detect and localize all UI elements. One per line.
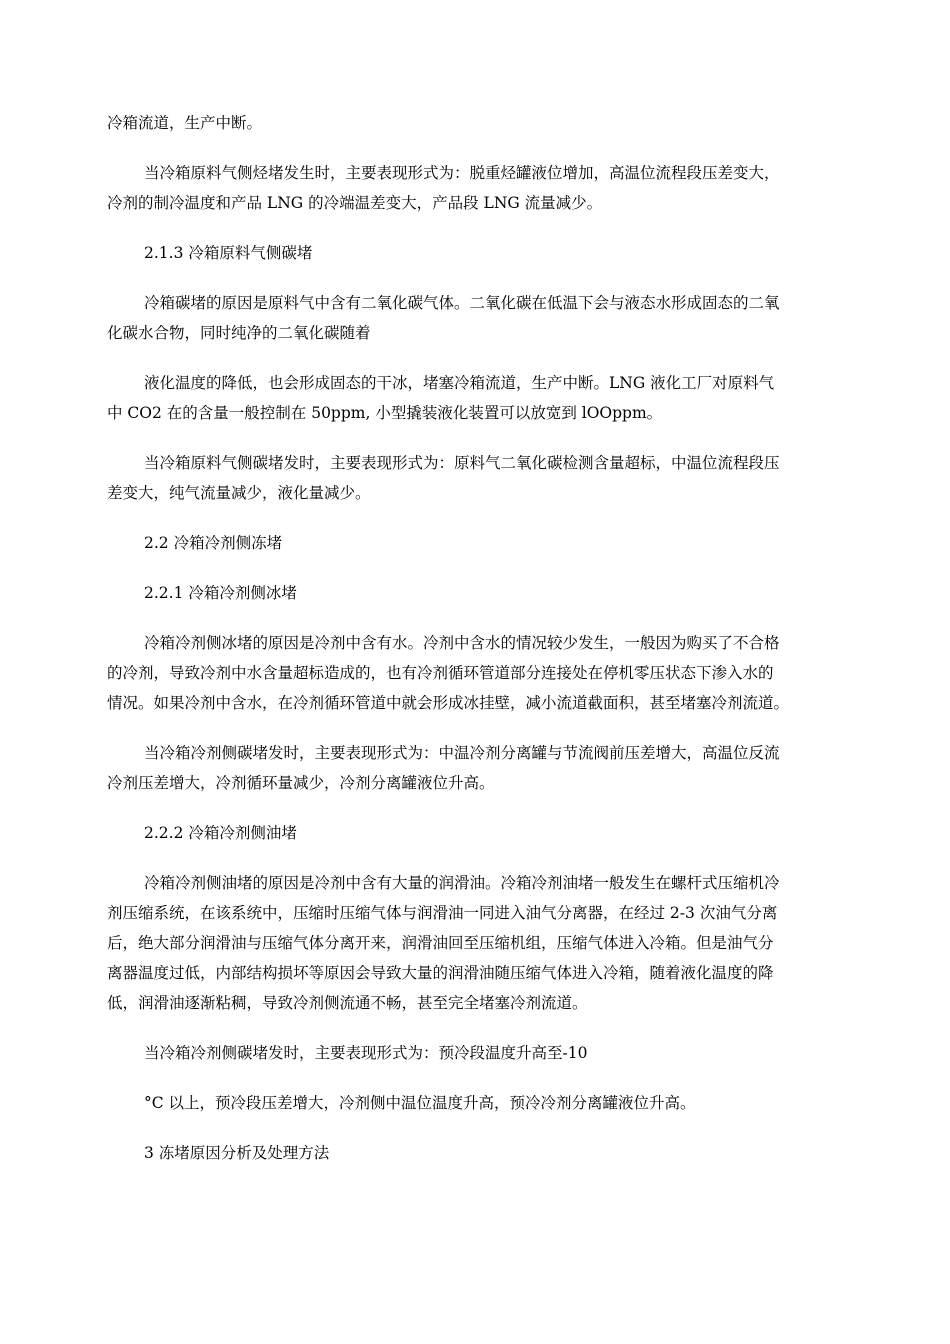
paragraph-ice-cause [107, 628, 850, 718]
paragraph-carbon-symptoms [107, 448, 850, 508]
paragraph-continuation [107, 108, 850, 138]
heading-text: 2.1.3 冷箱原料气侧碳堵 [144, 244, 313, 262]
text-line: 离器温度过低，内部结构损坏等原因会导致大量的润滑油随压缩气体进入冷箱，随着液化温度的降 [107, 964, 774, 982]
text-line: 冷箱冷剂侧冰堵的原因是冷剂中含有水。冷剂中含水的情况较少发生，一般因为购买了不合格 [144, 634, 780, 652]
text-line: 化碳水合物，同时纯净的二氧化碳随着 [107, 324, 371, 342]
section-heading-2-1-3 [107, 238, 850, 268]
text-line: 冷剂的制冷温度和产品 LNG 的冷端温差变大，产品段 LNG 流量减少。 [107, 194, 603, 212]
paragraph-ice-symptoms [107, 738, 850, 798]
paragraph-oil-cause [107, 868, 850, 1018]
text-line: 冷箱碳堵的原因是原料气中含有二氧化碳气体。二氧化碳在低温下会与液态水形成固态的二氧 [144, 294, 780, 312]
section-heading-2-2-1 [107, 578, 850, 608]
section-heading-3 [107, 1138, 850, 1168]
text-line: 的冷剂，导致冷剂中水含量超标造成的，也有冷剂循环管道部分连接处在停机零压状态下渗入水的 [107, 664, 774, 682]
text-line: 冷箱流道，生产中断。 [107, 114, 263, 132]
section-heading-2-2 [107, 528, 850, 558]
paragraph-oil-symptoms [107, 1038, 850, 1068]
text-line: 当冷箱冷剂侧碳堵发时，主要表现形式为：中温冷剂分离罐与节流阀前压差增大，高温位反流 [144, 744, 780, 762]
paragraph-carbon-ice [107, 368, 850, 428]
heading-text: 2.2.2 冷箱冷剂侧油堵 [144, 824, 297, 842]
text-line: 后，绝大部分润滑油与压缩气体分离开来，润滑油回至压缩机组，压缩气体进入冷箱。但是油气分 [107, 934, 774, 952]
text-line: °C 以上，预冷段压差增大，冷剂侧中温位温度升高，预冷冷剂分离罐液位升高。 [144, 1094, 696, 1112]
text-line: 差变大，纯气流量减少，液化量减少。 [107, 484, 371, 502]
heading-text: 2.2.1 冷箱冷剂侧冰堵 [144, 584, 297, 602]
paragraph-hydrocarbon-symptoms [107, 158, 850, 218]
text-line: 剂压缩系统，在该系统中，压缩时压缩气体与润滑油一同进入油气分离器，在经过 2-3 次油气分离 [107, 904, 778, 922]
text-line: 情况。如果冷剂中含水，在冷剂循环管道中就会形成冰挂壁，减小流道截面积，甚至堵塞冷剂流道。 [107, 694, 790, 712]
text-line: 液化温度的降低，也会形成固态的干冰，堵塞冷箱流道，生产中断。LNG 液化工厂对原料气 [144, 374, 775, 392]
text-line: 冷箱冷剂侧油堵的原因是冷剂中含有大量的润滑油。冷箱冷剂油堵一般发生在螺杆式压缩机冷 [144, 874, 780, 892]
heading-text: 3 冻堵原因分析及处理方法 [144, 1144, 330, 1162]
paragraph-oil-symptoms-continued [107, 1088, 850, 1118]
section-heading-2-2-2 [107, 818, 850, 848]
heading-text: 2.2 冷箱冷剂侧冻堵 [144, 534, 283, 552]
paragraph-carbon-cause [107, 288, 850, 348]
text-line: 当冷箱原料气侧烃堵发生时，主要表现形式为：脱重烃罐液位增加，高温位流程段压差变大， [144, 164, 780, 182]
text-line: 冷剂压差增大，冷剂循环量减少，冷剂分离罐液位升高。 [107, 774, 495, 792]
text-line: 低，润滑油逐渐粘稠，导致冷剂侧流通不畅，甚至完全堵塞冷剂流道。 [107, 994, 588, 1012]
text-line: 中 CO2 在的含量一般控制在 50ppm, 小型撬装液化装置可以放宽到 lOOppm。 [107, 404, 663, 422]
text-line: 当冷箱原料气侧碳堵发时，主要表现形式为：原料气二氧化碳检测含量超标，中温位流程段压 [144, 454, 780, 472]
text-line: 当冷箱冷剂侧碳堵发时，主要表现形式为：预冷段温度升高至-10 [144, 1044, 588, 1062]
